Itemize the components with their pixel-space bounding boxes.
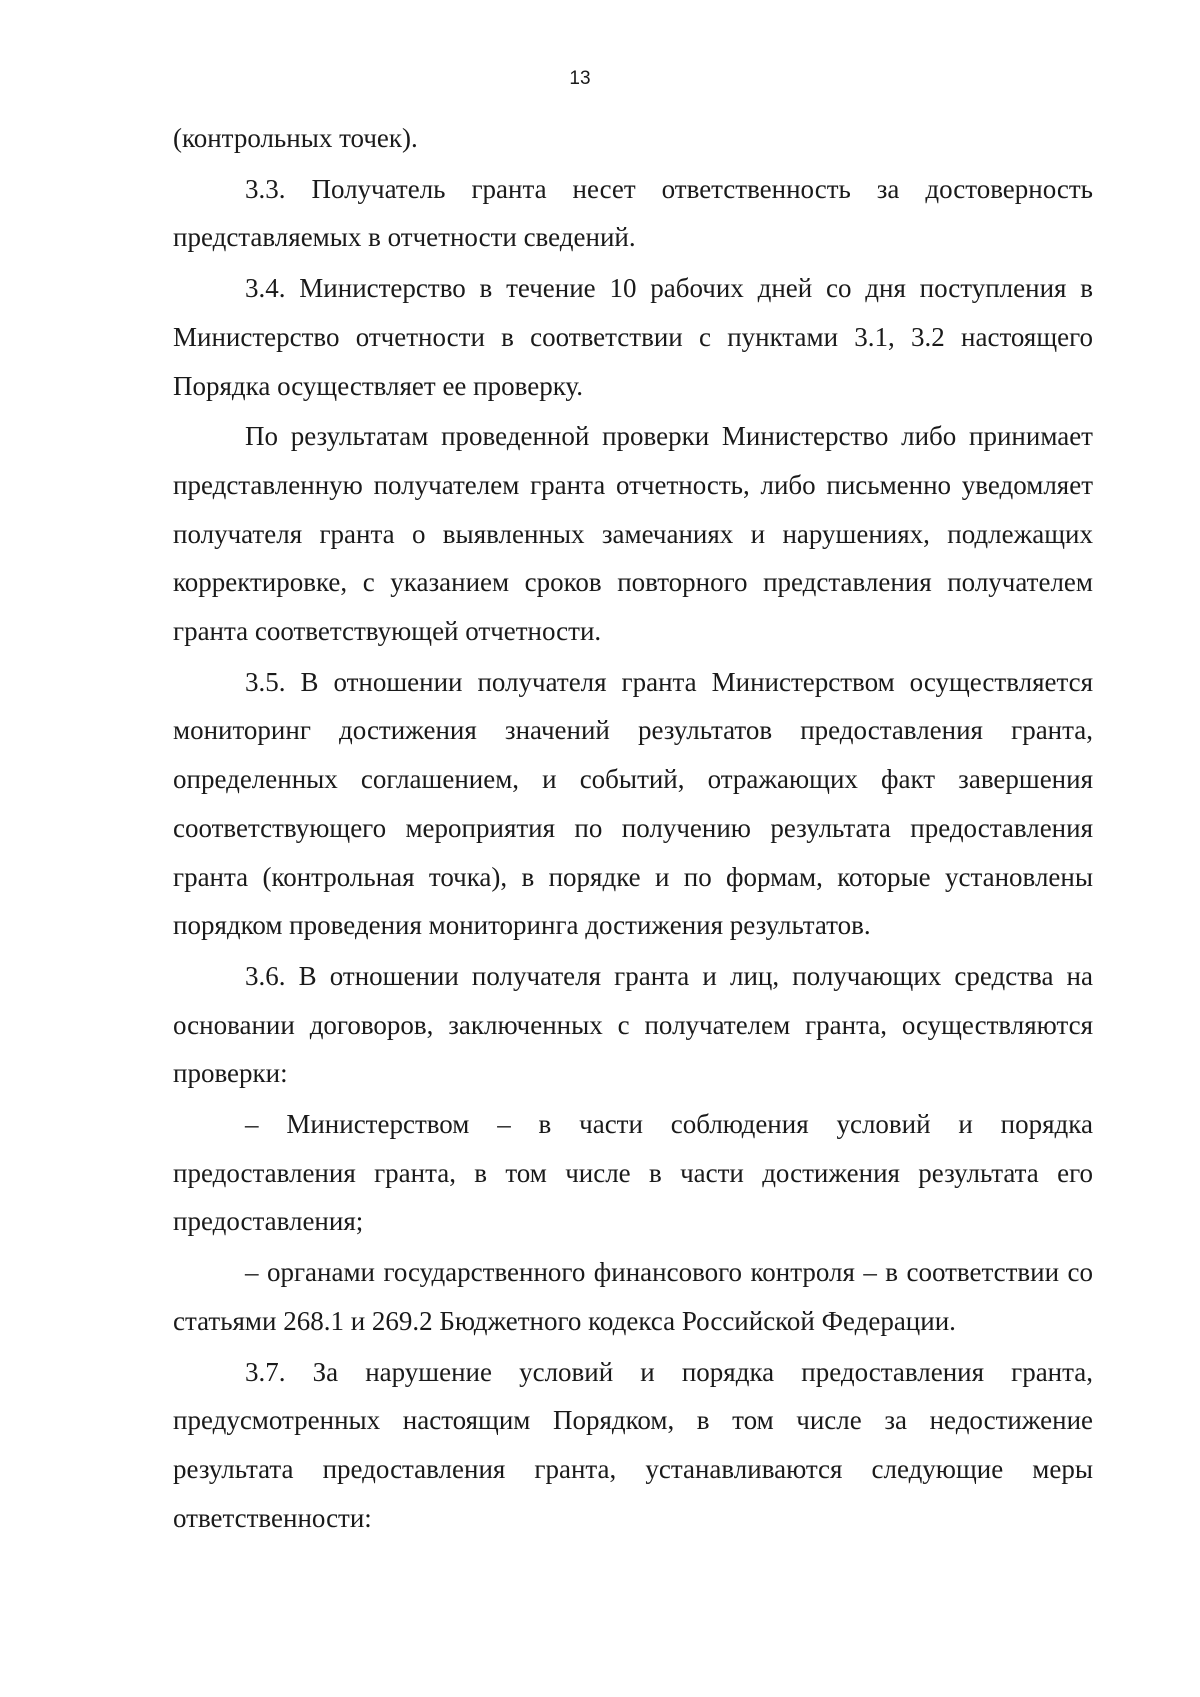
paragraph-continuation: (контрольных точек). — [173, 123, 418, 153]
document-body — [173, 114, 1093, 1542]
paragraph-3-3: 3.3. Получатель гранта несет ответственность за достоверность представляемых в отчетности сведений. — [173, 173, 1093, 253]
paragraph-3-5: 3.5. В отношении получателя гранта Министерством осуществляется мониторинг достижения значений результатов предоставления гранта, определенных соглашением, и событий, отражающих факт завершения соответствующего мероприятия по получению результата предоставления гранта (контрольная точка), в порядке и по формам, которые установлены порядком проведения мониторинга достижения результатов. — [173, 666, 1093, 941]
list-item-ministry: – Министерством – в части соблюдения условий и порядка предоставления гранта, в том числе в части достижения результата его предоставления; — [173, 1109, 1093, 1237]
list-item-financial-control: – органами государственного финансового контроля – в соответствии со статьями 268.1 и 269.2 Бюджетного кодекса Российской Федерации. — [173, 1257, 1093, 1336]
page-number: 13 — [569, 68, 591, 89]
paragraph-3-4: 3.4. Министерство в течение 10 рабочих дней со дня поступления в Министерство отчетности в соответствии с пунктами 3.1, 3.2 настоящего Порядка осуществляет ее проверку. — [173, 273, 1093, 401]
paragraph-review-results: По результатам проведенной проверки Министерство либо принимает представленную получателем гранта отчетность, либо письменно уведомляет получателя гранта о выявленных замечаниях и нарушениях, подлежащих корректировке, с указанием сроков повторного представления получателем гранта соответствующей отчетности. — [173, 421, 1093, 647]
paragraph-3-7: 3.7. За нарушение условий и порядка предоставления гранта, предусмотренных настоящим Порядком, в том числе за недостижение результата предоставления гранта, устанавливаются следующие меры ответственности: — [173, 1356, 1093, 1533]
paragraph-3-6: 3.6. В отношении получателя гранта и лиц, получающих средства на основании договоров, заключенных с получателем гранта, осуществляются проверки: — [173, 960, 1093, 1089]
